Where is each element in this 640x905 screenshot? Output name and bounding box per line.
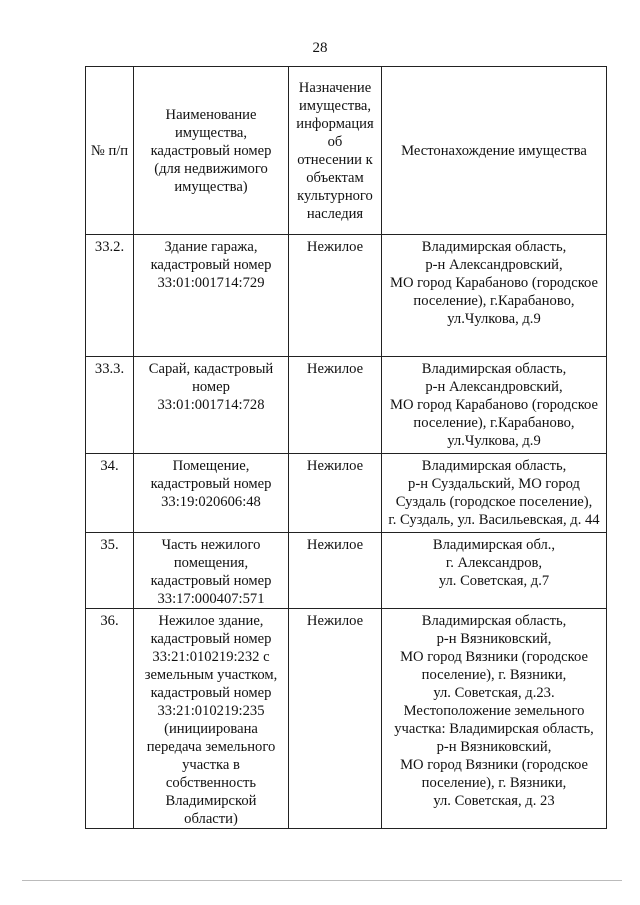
row-purpose: Нежилое	[289, 533, 382, 609]
row-number: 34.	[86, 454, 134, 533]
row-location: Владимирская область, р-н Александровский, МО город Карабаново (городское поселение), г.Карабаново, ул.Чулкова, д.9	[382, 235, 607, 357]
row-purpose: Нежилое	[289, 609, 382, 829]
header-purpose: Назначение имущества, информация об отнесении к объектам культурного наследия	[289, 67, 382, 235]
header-location: Местонахождение имущества	[382, 67, 607, 235]
table-row	[86, 357, 607, 454]
row-purpose: Нежилое	[289, 357, 382, 454]
table-row	[86, 609, 607, 829]
page-bottom-divider	[22, 880, 622, 881]
header-name: Наименование имущества, кадастровый номер (для недвижимого имущества)	[134, 67, 289, 235]
row-number: 36.	[86, 609, 134, 829]
table-row	[86, 235, 607, 357]
row-name: Сарай, кадастровый номер 33:01:001714:728	[134, 357, 289, 454]
row-purpose: Нежилое	[289, 235, 382, 357]
row-location: Владимирская область, р-н Суздальский, МО город Суздаль (городское поселение), г. Суздаль, ул. Васильевская, д. 44	[382, 454, 607, 533]
page-number: 28	[312, 40, 328, 56]
row-name: Часть нежилого помещения, кадастровый номер 33:17:000407:571	[134, 533, 289, 609]
row-name: Нежилое здание, кадастровый номер 33:21:010219:232 с земельным участком, кадастровый номер 33:21:010219:235 (инициирована передача земельного участка в собственность Владимирской области)	[134, 609, 289, 829]
table-row	[86, 533, 607, 609]
row-number: 35.	[86, 533, 134, 609]
header-number: № п/п	[86, 67, 134, 235]
row-purpose: Нежилое	[289, 454, 382, 533]
row-number: 33.3.	[86, 357, 134, 454]
table-row	[86, 454, 607, 533]
table-header-row	[86, 67, 607, 235]
row-name: Помещение, кадастровый номер 33:19:020606:48	[134, 454, 289, 533]
row-number: 33.2.	[86, 235, 134, 357]
property-table	[85, 66, 607, 829]
row-location: Владимирская область, р-н Александровский, МО город Карабаново (городское поселение), г.Карабаново, ул.Чулкова, д.9	[382, 357, 607, 454]
row-location: Владимирская обл., г. Александров, ул. Советская, д.7	[382, 533, 607, 609]
row-name: Здание гаража, кадастровый номер 33:01:001714:729	[134, 235, 289, 357]
row-location: Владимирская область, р-н Вязниковский, МО город Вязники (городское поселение), г. Вязники, ул. Советская, д.23. Местоположение земельного участка: Владимирская область, р-н Вязниковский, МО город Вязники (городское поселение), г. Вязники, ул. Советская, д. 23	[382, 609, 607, 829]
